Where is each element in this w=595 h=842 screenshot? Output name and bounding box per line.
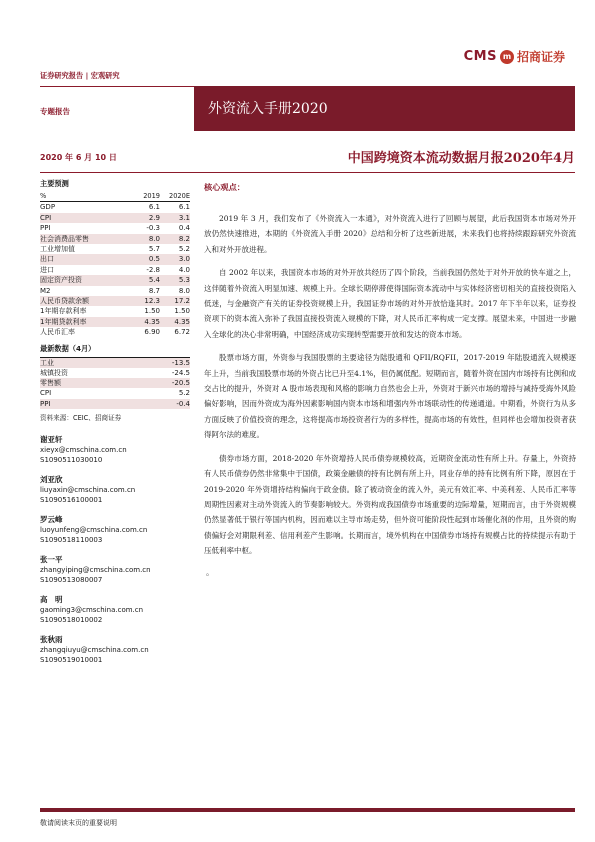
table-cell: CPI bbox=[40, 213, 100, 223]
analyst-entry bbox=[40, 434, 190, 465]
table-cell: 3.1 bbox=[160, 213, 190, 223]
table-cell: 5.7 bbox=[148, 245, 160, 254]
table-cell: PPI bbox=[40, 399, 130, 409]
body-paragraph: 2019 年 3 月，我们发布了《外资流入一本通》，对外资流入进行了回顾与展望，此后我国资本市场对外开放仍然快速推进，本期的《外资流入手册 2020》总结和分析了这些新进展，未来我们也将持续跟踪研究外资流入和对外开放进程。 bbox=[204, 214, 576, 254]
table-cell: 8.0 bbox=[100, 234, 160, 244]
paragraphs bbox=[204, 211, 576, 559]
title-divider bbox=[40, 172, 575, 173]
recent-body bbox=[40, 357, 190, 409]
table-cell: -0.4 bbox=[130, 399, 190, 409]
analyst-email[interactable]: zhangqiuyu@cmschina.com.cn bbox=[40, 646, 149, 654]
table-cell: 5.2 bbox=[178, 389, 190, 398]
table-cell: 2.9 bbox=[100, 213, 160, 223]
analyst-entry bbox=[40, 594, 190, 625]
table-row bbox=[40, 399, 190, 409]
recent-data-table bbox=[40, 357, 190, 409]
analyst-list bbox=[40, 434, 190, 674]
body-paragraph: 股票市场方面，外资参与我国股票的主要途径为陆股通和 QFII/RQFII，2017-2019 年陆股通流入规模逐年上升，当前我国股票市场的外资占比已升至4.1%，但仍属低配。短期而言，随着外资在国内市场持有比例和成交占比的提升，外资对 A 股市场表现和风格的影响力自然也会上升，外资对于新兴市场的增持与减持受海外风险偏好影响，因而外资成为海外因素影响国内资本市场和增强内外市场联动性的传递通道。中期看，外资行为从多方面反映了价值投资的理念，这将提高市场投资者行为的多样性，提高市场的有效性，但同样也会增加投资者获得阿尔法的难度。 bbox=[204, 353, 576, 440]
table-cell: 进口 bbox=[40, 265, 54, 274]
table-row bbox=[40, 317, 190, 327]
analyst-cert-id: S1090516100001 bbox=[40, 496, 103, 504]
table-cell: 工业增加值 bbox=[40, 245, 75, 254]
table-cell: CPI bbox=[40, 389, 52, 398]
table-cell: 0.5 bbox=[100, 254, 160, 264]
footer-disclaimer: 敬请阅读末页的重要说明 bbox=[40, 819, 117, 827]
analyst-name: 刘亚欣 bbox=[40, 475, 63, 484]
key-points-heading: 核心观点： bbox=[204, 182, 245, 192]
table-cell: 5.3 bbox=[160, 275, 190, 285]
main-content bbox=[204, 182, 576, 578]
table-cell: 5.4 bbox=[100, 275, 160, 285]
analyst-name: 罗云峰 bbox=[40, 515, 63, 524]
table-row bbox=[40, 223, 190, 233]
table-row bbox=[40, 244, 190, 254]
table-row bbox=[40, 378, 190, 388]
data-source: 资料来源：CEIC、招商证券 bbox=[40, 413, 122, 422]
analyst-cert-id: S1090513080007 bbox=[40, 576, 103, 584]
table-cell: PPI bbox=[40, 224, 51, 233]
logo-mark-icon: m bbox=[500, 50, 514, 64]
table-cell: 5.2 bbox=[178, 245, 190, 254]
table-row bbox=[40, 275, 190, 285]
analyst-entry bbox=[40, 474, 190, 505]
table-cell: 人民币贷款余额 bbox=[40, 296, 100, 306]
table-cell: 6.90 bbox=[144, 328, 160, 337]
table-cell: -2.8 bbox=[146, 265, 160, 274]
analyst-entry bbox=[40, 634, 190, 665]
body-paragraph: 自 2002 年以来，我国资本市场的对外开放共经历了四个阶段，当前我国仍然处于对外开放的快车道之上，这伴随着外资流入明显加速、规模上升。全球长期停滞使得国际资本流动中与实体经济密切相关的直接投资陷入低迷，与金融资产有关的证券投资规模上升，我国证券市场的对外开放恰逢其时。2017 年下半年以来，证券投资项下的资本流入弥补了我国直接投资流入规模的下降，对人民币汇率构成一定支撑。展望未来，中国进一步融入全球化的决心非常明确，中国经济成功实现转型需要开放和发达的资本市场。 bbox=[204, 268, 576, 339]
table-cell: 8.2 bbox=[160, 234, 190, 244]
analyst-name: 张一平 bbox=[40, 555, 63, 564]
table-cell: 17.2 bbox=[160, 296, 190, 306]
table-cell: -13.5 bbox=[130, 357, 190, 368]
table-row bbox=[40, 306, 190, 316]
table-cell: 0.4 bbox=[178, 224, 190, 233]
table-cell: 人民币汇率 bbox=[40, 328, 75, 337]
forecast-col-2020e: 2020E bbox=[169, 192, 190, 200]
table-cell: 城镇投资 bbox=[40, 368, 68, 377]
analyst-email[interactable]: gaoming3@cmschina.com.cn bbox=[40, 606, 144, 614]
table-row bbox=[40, 327, 190, 337]
table-row bbox=[40, 213, 190, 223]
table-cell: GDP bbox=[40, 203, 56, 212]
table-cell: -20.5 bbox=[130, 378, 190, 388]
table-cell: 1年期存款利率 bbox=[40, 307, 87, 316]
table-cell: -0.3 bbox=[146, 224, 160, 233]
table-cell: 固定资产投资 bbox=[40, 275, 100, 285]
document-type: 专题报告 bbox=[40, 107, 70, 116]
cms-logo bbox=[464, 48, 565, 65]
title-banner bbox=[194, 86, 575, 131]
table-cell: 工业 bbox=[40, 357, 130, 368]
analyst-cert-id: S1090518110003 bbox=[40, 536, 103, 544]
banner-title: 外资流入手册2020 bbox=[208, 101, 328, 117]
table-cell: 8.0 bbox=[178, 286, 190, 295]
report-category: 证券研究报告 | 宏观研究 bbox=[40, 71, 120, 80]
table-row bbox=[40, 234, 190, 244]
table-row bbox=[40, 286, 190, 296]
table-row bbox=[40, 254, 190, 264]
forecast-header-row bbox=[40, 191, 190, 202]
analyst-name: 高 明 bbox=[40, 595, 63, 604]
analyst-email[interactable]: xieyx@cmschina.com.cn bbox=[40, 446, 127, 454]
logo-company-name: 招商证券 bbox=[516, 50, 565, 64]
table-cell: 1.50 bbox=[174, 307, 190, 316]
forecast-col-2019: 2019 bbox=[143, 192, 160, 200]
table-cell: 4.0 bbox=[178, 265, 190, 274]
table-cell: 3.0 bbox=[160, 254, 190, 264]
recent-data-title: 最新数据（4月） bbox=[40, 343, 96, 353]
analyst-cert-id: S1090518010002 bbox=[40, 616, 103, 624]
forecast-title: 主要预测 bbox=[40, 179, 69, 188]
table-row bbox=[40, 368, 190, 378]
analyst-email[interactable]: luoyunfeng@cmschina.com.cn bbox=[40, 526, 148, 534]
table-cell: 4.35 bbox=[100, 317, 160, 327]
trailing-mark: 。 bbox=[206, 567, 214, 577]
table-cell: 12.3 bbox=[100, 296, 160, 306]
forecast-col-label: % bbox=[40, 192, 47, 200]
analyst-cert-id: S1090511030010 bbox=[40, 456, 103, 464]
footer-bar bbox=[40, 808, 575, 812]
table-cell: M2 bbox=[40, 286, 51, 295]
analyst-email[interactable]: zhangyiping@cmschina.com.cn bbox=[40, 566, 151, 574]
body-paragraph: 债券市场方面，2018-2020 年外资增持人民币债券规模较高，近期资金流动性有所上升。存量上，外资持有人民币债券仍然非常集中于国债，政策金融债的持有比例有所上升，同业存单的持有比例有所下降，原因在于 2019-2020 年外资增持结构偏向于政金债。除了被动资金的流入外，美元有效汇率、中美利差、人民币汇率等周期性因素对主动外资流入的节奏影响较大。外资构成我国债券市场重要的边际增量，短期而言，由于外资规模仍然显著低于银行等国内机构，因而难以主导市场走势，但外资可能阶段性起到市场催化剂的作用，且外资的购债偏好会对期限利差、信用利差产生影响。长期而言，境外机构在中国债券市场持有规模占比的持续提示有助于压低利率中枢。 bbox=[204, 453, 576, 556]
main-title: 中国跨境资本流动数据月报2020年4月 bbox=[347, 151, 575, 166]
table-cell: 1年期贷款利率 bbox=[40, 317, 100, 327]
table-cell: 社会消费品零售 bbox=[40, 234, 100, 244]
table-cell: 6.1 bbox=[148, 203, 160, 212]
table-cell: 6.72 bbox=[174, 328, 190, 337]
table-row bbox=[40, 388, 190, 398]
logo-cms-text: CMS bbox=[463, 49, 497, 64]
report-date: 2020 年 6 月 10 日 bbox=[40, 153, 117, 162]
analyst-name: 张秋雨 bbox=[40, 635, 63, 644]
table-row bbox=[40, 265, 190, 275]
table-cell: 6.1 bbox=[178, 203, 190, 212]
forecast-body bbox=[40, 202, 190, 338]
table-row bbox=[40, 202, 190, 213]
table-row bbox=[40, 296, 190, 306]
table-cell: -24.5 bbox=[171, 368, 190, 377]
table-cell: 零售额 bbox=[40, 378, 130, 388]
table-cell: 4.35 bbox=[160, 317, 190, 327]
forecast-table bbox=[40, 191, 190, 338]
analyst-entry bbox=[40, 514, 190, 545]
analyst-entry bbox=[40, 554, 190, 585]
table-row bbox=[40, 357, 190, 368]
analyst-name: 谢亚轩 bbox=[40, 435, 63, 444]
analyst-email[interactable]: liuyaxin@cmschina.com.cn bbox=[40, 486, 136, 494]
table-cell: 出口 bbox=[40, 254, 100, 264]
table-cell: 1.50 bbox=[144, 307, 160, 316]
analyst-cert-id: S1090519010001 bbox=[40, 656, 103, 664]
sidebar bbox=[40, 179, 190, 422]
table-cell: 8.7 bbox=[148, 286, 160, 295]
